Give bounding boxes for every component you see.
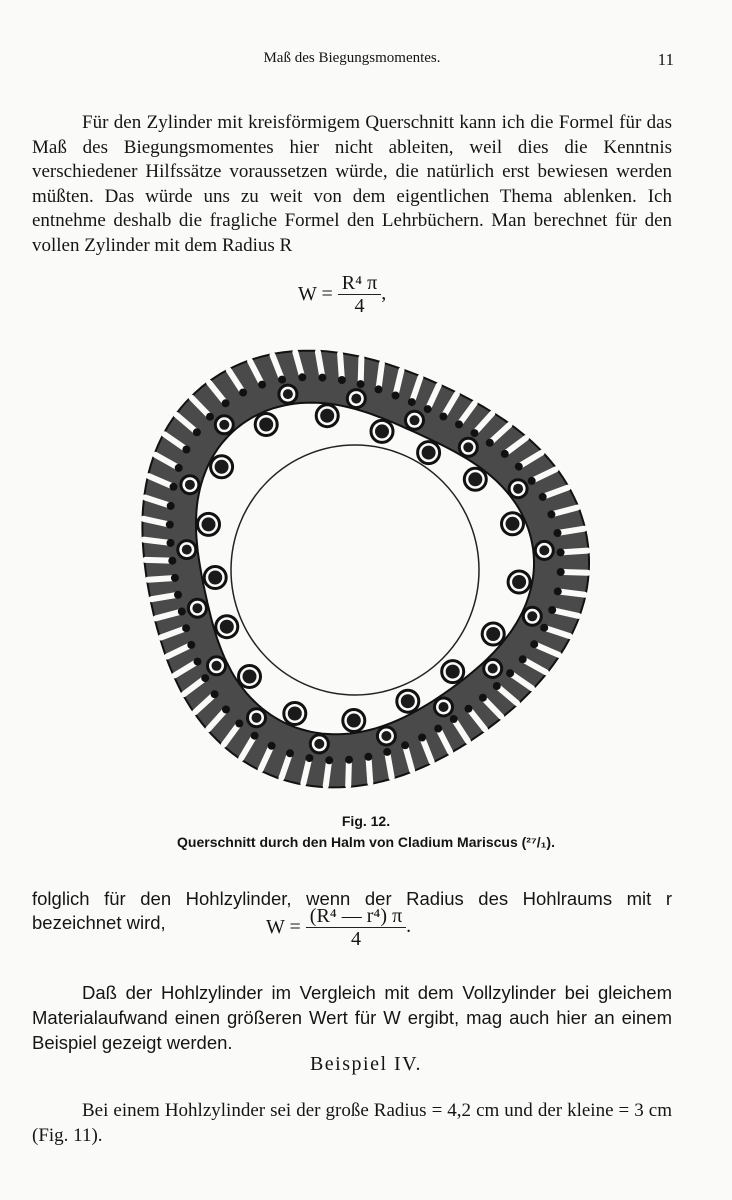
groove-tip <box>318 374 326 382</box>
groove-tip <box>471 429 479 437</box>
groove-tip <box>268 742 276 750</box>
groove-tip <box>450 715 458 723</box>
bundle-core <box>539 545 549 555</box>
groove-tip <box>345 756 353 764</box>
bundle-core <box>439 702 449 712</box>
bundle-core <box>288 707 302 721</box>
bundle-core <box>208 571 222 585</box>
bundle-core <box>320 409 334 423</box>
formula-punctuation: . <box>406 915 412 938</box>
bundle-core <box>202 517 216 531</box>
groove-tip <box>548 606 556 614</box>
groove-tip <box>439 413 447 421</box>
groove-tip <box>171 574 179 582</box>
bundle-core <box>314 739 324 749</box>
formula-numerator: R⁴ π <box>338 272 381 295</box>
fiber-groove <box>340 354 342 378</box>
groove-tip <box>305 754 313 762</box>
bundle-core <box>185 480 195 490</box>
fiber-groove <box>148 578 173 580</box>
bundle-core <box>422 446 436 460</box>
bundle-core <box>512 575 526 589</box>
groove-tip <box>193 428 201 436</box>
groove-tip <box>493 682 501 690</box>
figure-caption: Querschnitt durch den Halm von Cladium Mariscus (²⁷/₁). <box>177 834 555 850</box>
groove-tip <box>167 502 175 510</box>
paragraph-example: Bei einem Hohlzylinder sei der große Radius = 4,2 cm und der kleine = 3 cm (Fig. 11). <box>32 1100 672 1146</box>
groove-tip <box>465 705 473 713</box>
hollow-cavity <box>231 445 479 695</box>
bundle-core <box>463 442 473 452</box>
running-title: Maß des Biegungsmomentes. <box>263 50 441 66</box>
bundle-core <box>446 665 460 679</box>
groove-tip <box>251 732 259 740</box>
groove-tip <box>222 399 230 407</box>
groove-tip <box>557 568 565 576</box>
figure-number: Fig. 12. <box>341 813 391 829</box>
formula-hollow-cylinder <box>266 905 411 950</box>
formula-full-cylinder <box>298 272 386 317</box>
groove-tip <box>201 674 209 682</box>
fiber-groove <box>151 595 176 599</box>
groove-tip <box>434 725 442 733</box>
fiber-groove <box>144 540 169 543</box>
groove-tip <box>455 420 463 428</box>
bundle-core <box>182 545 192 555</box>
bundle-core <box>212 661 222 671</box>
formula-denominator: 4 <box>354 295 365 317</box>
bundle-core <box>283 389 293 399</box>
groove-tip <box>222 706 230 714</box>
groove-tip <box>182 446 190 454</box>
groove-tip <box>278 376 286 384</box>
groove-tip <box>174 591 182 599</box>
groove-tip <box>557 548 565 556</box>
groove-tip <box>178 608 186 616</box>
groove-tip <box>424 405 432 413</box>
paragraph-hollow-cylinder: folglich für den Hohlzylinder, wenn der Radius des Hohlraums mit r bezeichnet wird, <box>32 887 672 933</box>
fiber-groove <box>563 572 588 573</box>
groove-tip <box>486 439 494 447</box>
groove-tip <box>194 658 202 666</box>
groove-tip <box>528 477 536 485</box>
groove-tip <box>364 753 372 761</box>
formula-lhs: W = <box>266 916 301 938</box>
bundle-core <box>506 517 520 531</box>
bundle-core <box>215 460 229 474</box>
bundle-core <box>252 713 262 723</box>
groove-tip <box>392 392 400 400</box>
bundle-core <box>527 611 537 621</box>
groove-tip <box>286 749 294 757</box>
groove-tip <box>383 748 391 756</box>
groove-tip <box>418 734 426 742</box>
groove-tip <box>211 690 219 698</box>
bundle-core <box>219 420 229 430</box>
groove-tip <box>540 624 548 632</box>
groove-tip <box>375 385 383 393</box>
formula-punctuation: , <box>381 282 387 305</box>
bundle-core <box>351 394 361 404</box>
groove-tip <box>325 756 333 764</box>
fiber-groove <box>559 529 584 533</box>
groove-tip <box>206 413 214 421</box>
fiber-groove <box>560 592 585 595</box>
fiber-groove <box>379 363 382 387</box>
fiber-groove <box>388 754 392 778</box>
groove-tip <box>187 641 195 649</box>
groove-tip <box>167 539 175 547</box>
groove-tip <box>408 398 416 406</box>
groove-tip <box>530 640 538 648</box>
bundle-core <box>243 670 257 684</box>
groove-tip <box>554 587 562 595</box>
bundle-core <box>192 603 202 613</box>
fiber-groove <box>563 551 588 553</box>
fiber-groove <box>326 762 329 786</box>
bundle-core <box>488 664 498 674</box>
formula-fraction <box>306 905 406 950</box>
groove-tip <box>519 655 527 663</box>
bundle-core <box>468 472 482 486</box>
fiber-groove <box>361 358 362 382</box>
groove-tip <box>168 557 176 565</box>
groove-tip <box>235 720 243 728</box>
formula-fraction <box>338 272 381 317</box>
groove-tip <box>298 373 306 381</box>
groove-tip <box>170 483 178 491</box>
groove-tip <box>501 450 509 458</box>
bundle-core <box>220 620 234 634</box>
bundle-core <box>381 731 391 741</box>
groove-tip <box>357 380 365 388</box>
groove-tip <box>547 510 555 518</box>
bundle-core <box>347 714 361 728</box>
paragraph-full-cylinder: Für den Zylinder mit kreisförmigem Querschnitt kann ich die Formel für das Maß des Biegungsmomentes hier nicht ableiten, weil dies die Kenntnis verschiedener Hilfssätze voraussetzen würde, die natürlich erst bewiesen werden müßten. Das würde uns zu weit von dem eigentlichen Thema ablenken. Ich entnehme deshalb die fragliche Formel den Lehrbüchern. Man berechnet für den vollen Zylinder mit dem Radius R <box>32 112 672 256</box>
groove-tip <box>175 464 183 472</box>
groove-tip <box>515 463 523 471</box>
groove-tip <box>506 669 514 677</box>
formula-denominator: 4 <box>350 928 361 950</box>
groove-tip <box>338 376 346 384</box>
bundle-core <box>410 415 420 425</box>
bundle-core <box>513 484 523 494</box>
cross-section-figure <box>108 334 598 789</box>
page-number: 11 <box>657 50 674 69</box>
groove-tip <box>166 521 174 529</box>
groove-tip <box>479 694 487 702</box>
groove-tip <box>239 389 247 397</box>
section-heading: Beispiel IV. <box>309 1053 423 1075</box>
groove-tip <box>182 624 190 632</box>
groove-tip <box>539 493 547 501</box>
formula-numerator: (R⁴ — r⁴) π <box>306 905 406 928</box>
fiber-groove <box>318 352 322 376</box>
fiber-groove <box>145 560 170 561</box>
fiber-groove <box>369 759 371 783</box>
groove-tip <box>258 381 266 389</box>
groove-tip <box>554 529 562 537</box>
bundle-core <box>401 694 415 708</box>
paragraph-comparison: Daß der Hohlzylinder im Vergleich mit dem Vollzylinder bei gleichem Materialaufwand einen größeren Wert für W ergibt, mag auch hier an einem Beispiel gezeigt werden. <box>32 981 672 1053</box>
groove-tip <box>401 741 409 749</box>
bundle-core <box>259 418 273 432</box>
running-header <box>32 50 672 72</box>
bundle-core <box>486 627 500 641</box>
bundle-core <box>375 424 389 438</box>
formula-lhs: W = <box>298 283 333 305</box>
fiber-groove <box>348 762 349 786</box>
